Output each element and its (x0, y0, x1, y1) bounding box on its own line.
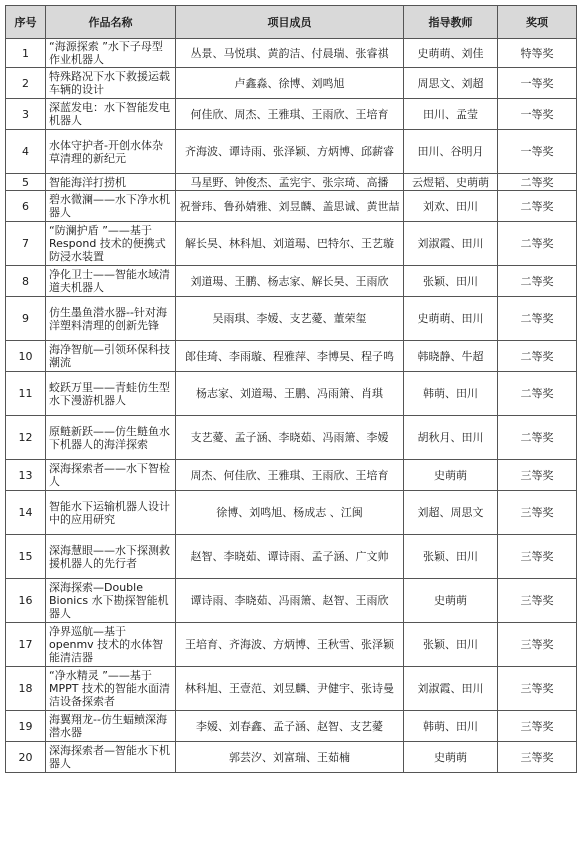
cell-no: 20 (6, 742, 46, 773)
cell-no: 10 (6, 341, 46, 372)
cell-tutor: 张颖、田川 (404, 266, 498, 297)
cell-award: 二等奖 (498, 341, 577, 372)
cell-title: 仿生墨鱼潜水器--针对海洋塑料清理的创新先锋 (46, 297, 176, 341)
table-row (6, 130, 577, 174)
cell-title: 蛟跃万里——青蛙仿生型水下漫游机器人 (46, 372, 176, 416)
table-row (6, 416, 577, 460)
cell-title: 智能水下运输机器人设计中的应用研究 (46, 491, 176, 535)
cell-award: 三等奖 (498, 623, 577, 667)
cell-award: 二等奖 (498, 266, 577, 297)
cell-members: 刘道瑒、王鹏、杨志家、解长昊、王雨欣 (176, 266, 404, 297)
cell-no: 12 (6, 416, 46, 460)
cell-no: 11 (6, 372, 46, 416)
table-row (6, 491, 577, 535)
cell-members: 徐博、刘鸣旭、杨成志 、江闽 (176, 491, 404, 535)
table-row (6, 341, 577, 372)
cell-members: 解长昊、林科旭、刘道瑒、巴特尔、王艺璇 (176, 222, 404, 266)
cell-no: 17 (6, 623, 46, 667)
cell-tutor: 刘淑霞、田川 (404, 222, 498, 266)
table-row (6, 191, 577, 222)
cell-members: 王培育、齐海波、方炳博、王秋雪、张泽颖 (176, 623, 404, 667)
header-award: 奖项 (498, 6, 577, 39)
cell-title: 净化卫士——智能水域清道夫机器人 (46, 266, 176, 297)
header-tutor: 指导教师 (404, 6, 498, 39)
cell-tutor: 史萌萌、刘佳 (404, 39, 498, 68)
cell-award: 二等奖 (498, 174, 577, 191)
cell-title: 碧水微澜——水下净水机器人 (46, 191, 176, 222)
cell-title: 海翼翔龙--仿生蝠鲼深海潜水器 (46, 711, 176, 742)
cell-no: 5 (6, 174, 46, 191)
cell-title: 水体守护者-开创水体杂草清理的新纪元 (46, 130, 176, 174)
cell-tutor: 刘超、周思文 (404, 491, 498, 535)
table-row (6, 222, 577, 266)
header-title: 作品名称 (46, 6, 176, 39)
cell-tutor: 韩晓静、牛超 (404, 341, 498, 372)
cell-members: 郎佳琦、李雨璇、程雅萍、李博昊、程子鸣 (176, 341, 404, 372)
cell-tutor: 田川、孟莹 (404, 99, 498, 130)
cell-award: 一等奖 (498, 99, 577, 130)
cell-title: 深海探索者——水下智检人 (46, 460, 176, 491)
cell-title: 深海探索—Double Bionics 水下勘探智能机器人 (46, 579, 176, 623)
cell-members: 吴雨琪、李嫒、支艺薆、董荣玺 (176, 297, 404, 341)
table-row (6, 667, 577, 711)
cell-tutor: 张颖、田川 (404, 623, 498, 667)
cell-members: 林科旭、王壹范、刘昱麟、尹健宇、张诗曼 (176, 667, 404, 711)
cell-members: 周杰、何佳欣、王雅琪、王雨欣、王培育 (176, 460, 404, 491)
header-members: 项目成员 (176, 6, 404, 39)
table-row (6, 39, 577, 68)
cell-members: 丛景、马悦琪、黄韵洁、付晨瑞、张睿祺 (176, 39, 404, 68)
header-row (6, 6, 577, 39)
cell-title: “净水精灵 ”——基于 MPPT 技术的智能水面清洁设备探索者 (46, 667, 176, 711)
cell-no: 18 (6, 667, 46, 711)
cell-title: 深海慧眼——水下探测救援机器人的先行者 (46, 535, 176, 579)
table-row (6, 266, 577, 297)
cell-no: 16 (6, 579, 46, 623)
cell-members: 马星野、钟俊杰、孟宪宇、张宗琦、高播 (176, 174, 404, 191)
cell-members: 何佳欣、周杰、王雅琪、王雨欣、王培育 (176, 99, 404, 130)
cell-no: 3 (6, 99, 46, 130)
cell-members: 赵智、李晓茹、谭诗雨、孟子涵、广文帅 (176, 535, 404, 579)
cell-tutor: 史萌萌 (404, 742, 498, 773)
cell-award: 二等奖 (498, 222, 577, 266)
table-row (6, 742, 577, 773)
cell-tutor: 刘欢、田川 (404, 191, 498, 222)
cell-members: 祝誉玮、鲁孙婧雅、刘昱麟、盖思诚、黄世喆 (176, 191, 404, 222)
cell-award: 三等奖 (498, 742, 577, 773)
cell-title: “海源探索 ”水下子母型作业机器人 (46, 39, 176, 68)
cell-no: 9 (6, 297, 46, 341)
cell-members: 郭芸汐、刘富瑞、王茹楠 (176, 742, 404, 773)
table-row (6, 68, 577, 99)
cell-tutor: 史萌萌 (404, 579, 498, 623)
cell-tutor: 胡秋月、田川 (404, 416, 498, 460)
header-no: 序号 (6, 6, 46, 39)
cell-title: 深海探索者—智能水下机器人 (46, 742, 176, 773)
table-row (6, 372, 577, 416)
cell-members: 李嫒、刘春鑫、孟子涵、赵智、支艺薆 (176, 711, 404, 742)
cell-no: 13 (6, 460, 46, 491)
cell-award: 三等奖 (498, 460, 577, 491)
cell-no: 14 (6, 491, 46, 535)
cell-no: 2 (6, 68, 46, 99)
table-row (6, 297, 577, 341)
cell-no: 8 (6, 266, 46, 297)
cell-award: 三等奖 (498, 491, 577, 535)
cell-members: 杨志家、刘道瑒、王鹏、冯雨箫、肖琪 (176, 372, 404, 416)
cell-award: 二等奖 (498, 416, 577, 460)
cell-no: 19 (6, 711, 46, 742)
cell-tutor: 韩萌、田川 (404, 711, 498, 742)
table-row (6, 623, 577, 667)
cell-members: 齐海波、谭诗雨、张泽颖、方炳博、邱薪睿 (176, 130, 404, 174)
cell-tutor: 刘淑霞、田川 (404, 667, 498, 711)
cell-title: 特殊路况下水下救援运载车辆的设计 (46, 68, 176, 99)
cell-award: 三等奖 (498, 579, 577, 623)
cell-award: 二等奖 (498, 297, 577, 341)
cell-tutor: 田川、谷明月 (404, 130, 498, 174)
table-row (6, 99, 577, 130)
cell-title: 原鲢新跃——仿生鲢鱼水下机器人的海洋探索 (46, 416, 176, 460)
cell-title: 净界巡航—基于 openmv 技术的水体智能清洁器 (46, 623, 176, 667)
cell-title: 海净智航—引领环保科技潮流 (46, 341, 176, 372)
cell-award: 三等奖 (498, 535, 577, 579)
table-body (6, 39, 577, 773)
cell-members: 谭诗雨、李晓茹、冯雨箫、赵智、王雨欣 (176, 579, 404, 623)
cell-award: 二等奖 (498, 191, 577, 222)
awards-table (5, 5, 577, 773)
table-row (6, 711, 577, 742)
cell-award: 一等奖 (498, 68, 577, 99)
cell-tutor: 史萌萌 (404, 460, 498, 491)
cell-award: 三等奖 (498, 711, 577, 742)
cell-award: 一等奖 (498, 130, 577, 174)
cell-no: 7 (6, 222, 46, 266)
table-row (6, 174, 577, 191)
cell-tutor: 周思文、刘超 (404, 68, 498, 99)
cell-no: 15 (6, 535, 46, 579)
cell-title: 深蓝发电：水下智能发电机器人 (46, 99, 176, 130)
cell-members: 支艺薆、孟子涵、李晓茹、冯雨箫、李嫒 (176, 416, 404, 460)
cell-no: 4 (6, 130, 46, 174)
cell-no: 6 (6, 191, 46, 222)
cell-no: 1 (6, 39, 46, 68)
cell-title: 智能海洋打捞机 (46, 174, 176, 191)
cell-award: 特等奖 (498, 39, 577, 68)
cell-tutor: 韩萌、田川 (404, 372, 498, 416)
cell-award: 三等奖 (498, 667, 577, 711)
table-row (6, 535, 577, 579)
table-row (6, 579, 577, 623)
cell-tutor: 云煜韬、史萌萌 (404, 174, 498, 191)
cell-members: 卢鑫淼、徐博、刘鸣旭 (176, 68, 404, 99)
table-header (6, 6, 577, 39)
table-row (6, 460, 577, 491)
cell-tutor: 史萌萌、田川 (404, 297, 498, 341)
cell-award: 二等奖 (498, 372, 577, 416)
cell-tutor: 张颖、田川 (404, 535, 498, 579)
cell-title: “防澜护盾 ”——基于 Respond 技术的便携式防浸水装置 (46, 222, 176, 266)
